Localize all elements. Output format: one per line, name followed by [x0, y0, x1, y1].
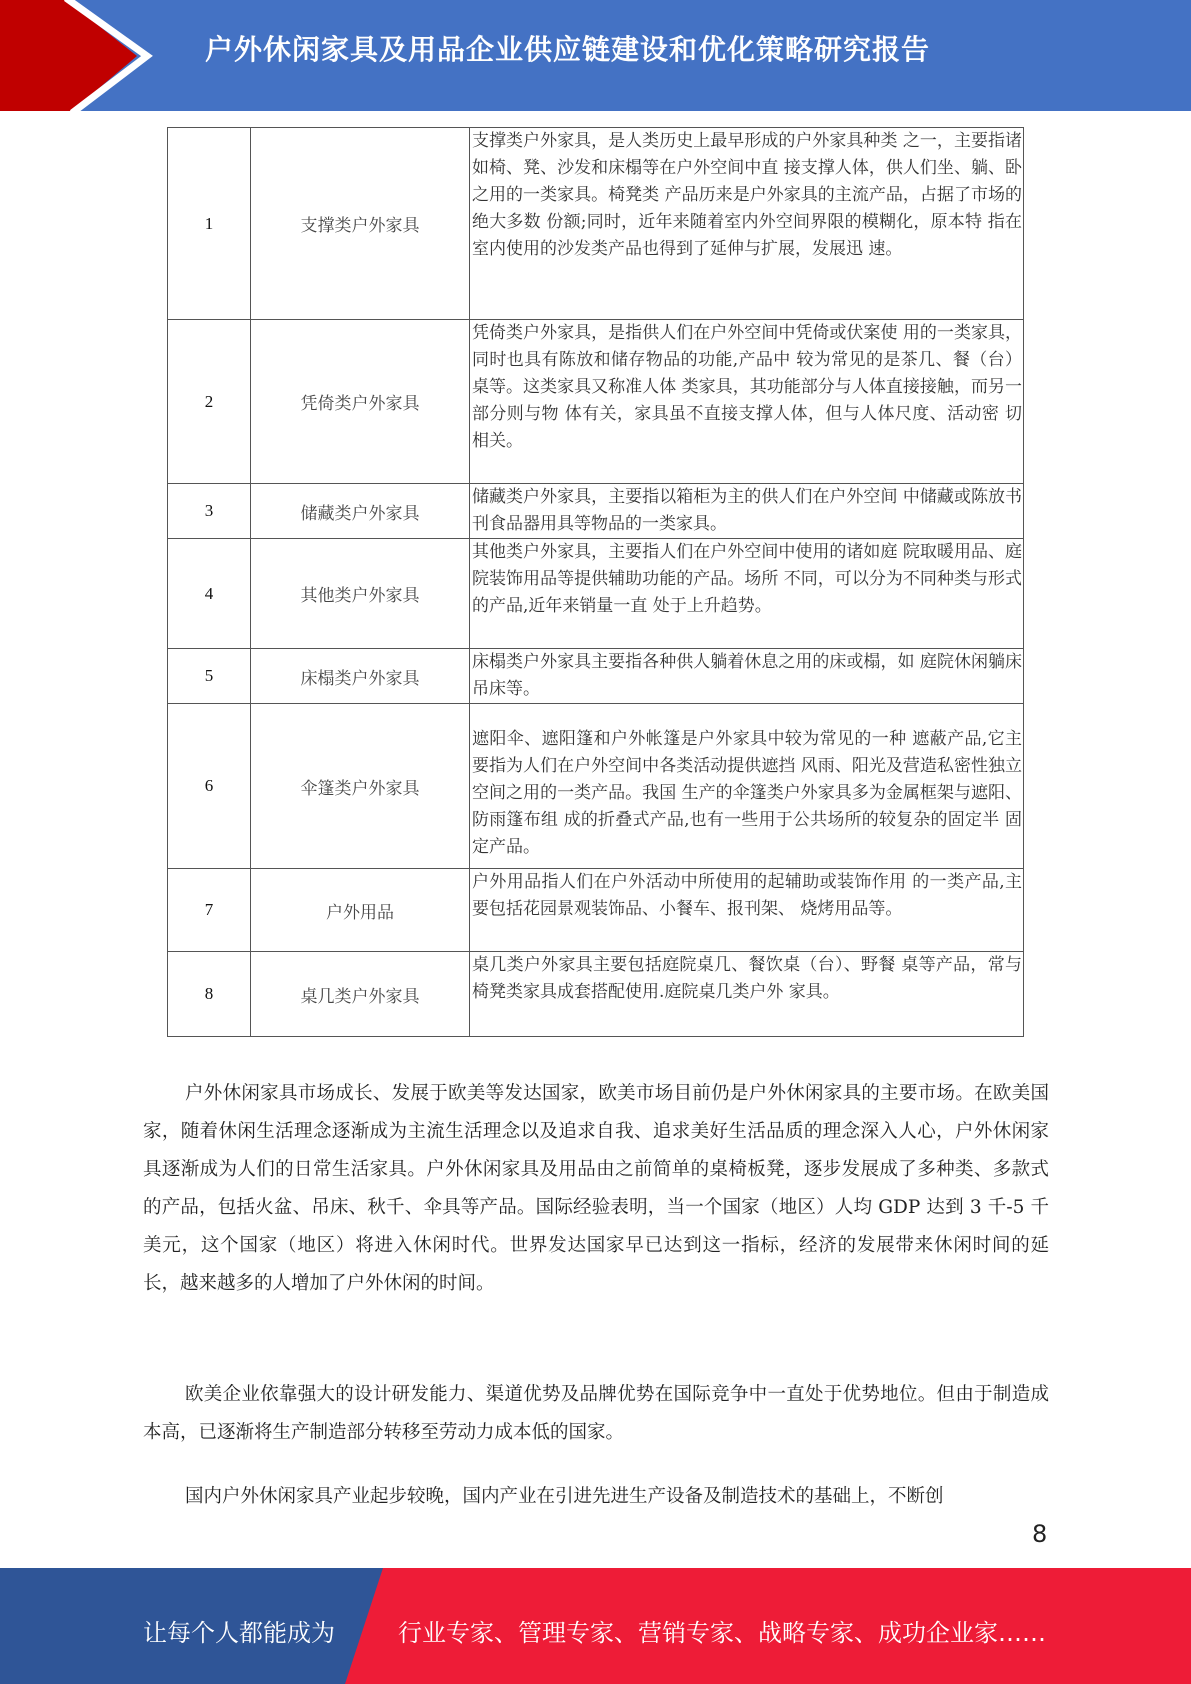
chevron-arrow-icon: [0, 0, 160, 111]
category-name: 伞篷类户外家具: [251, 704, 470, 869]
table-row: [168, 704, 1024, 869]
category-name: 其他类户外家具: [251, 539, 470, 649]
row-number: 6: [168, 704, 251, 869]
row-number: 2: [168, 320, 251, 484]
row-number: 3: [168, 484, 251, 539]
table-row: [168, 128, 1024, 320]
row-number: 1: [168, 128, 251, 320]
category-description: 户外用品指人们在户外活动中所使用的起辅助或装饰作用 的一类产品,主要包括花园景观装饰品、小餐车、报刊架、 烧烤用品等。: [470, 869, 1024, 952]
footer-slogan-left: 让每个人都能成为: [143, 1619, 335, 1647]
category-table: [167, 127, 1024, 1037]
category-description: 储藏类户外家具，主要指以箱柜为主的供人们在户外空间 中储藏或陈放书刊食品器用具等物品的一类家具。: [470, 484, 1024, 539]
footer-banner: [0, 1568, 1191, 1684]
body-paragraph: 欧美企业依靠强大的设计研发能力、渠道优势及品牌优势在国际竞争中一直处于优势地位。但由于制造成本高，已逐渐将生产制造部分转移至劳动力成本低的国家。: [143, 1384, 1049, 1443]
header-banner: [0, 0, 1191, 111]
table-row: [168, 649, 1024, 704]
category-name: 床榻类户外家具: [251, 649, 470, 704]
category-name: 支撑类户外家具: [251, 128, 470, 320]
report-title: 户外休闲家具及用品企业供应链建设和优化策略研究报告: [205, 33, 931, 66]
table-row: [168, 539, 1024, 649]
table-row: [168, 484, 1024, 539]
page-number: 8: [1032, 1520, 1048, 1548]
table-row: [168, 320, 1024, 484]
category-description: 桌几类户外家具主要包括庭院桌几、餐饮桌（台）、野餐 桌等产品，常与椅凳类家具成套搭配使用.庭院桌几类户外 家具。: [470, 952, 1024, 1037]
row-number: 8: [168, 952, 251, 1037]
category-description: 遮阳伞、遮阳篷和户外帐篷是户外家具中较为常见的一种 遮蔽产品,它主要指为人们在户外空间中各类活动提供遮挡 风雨、阳光及营造私密性独立空间之用的一类产品。我国 生产的伞篷类户外家具多为金属框架与遮阳、防雨篷布组 成的折叠式产品,也有一些用于公共场所的较复杂的固定半 固定产品。: [470, 704, 1024, 869]
category-name: 储藏类户外家具: [251, 484, 470, 539]
table-row: [168, 952, 1024, 1037]
category-description: 床榻类户外家具主要指各种供人躺着休息之用的床或榻，如 庭院休闲躺床吊床等。: [470, 649, 1024, 704]
body-paragraph: 户外休闲家具市场成长、发展于欧美等发达国家，欧美市场目前仍是户外休闲家具的主要市场。在欧美国家，随着休闲生活理念逐渐成为主流生活理念以及追求自我、追求美好生活品质的理念深入人心，户外休闲家具逐渐成为人们的日常生活家具。户外休闲家具及用品由之前简单的桌椅板凳，逐步发展成了多种类、多款式的产品，包括火盆、吊床、秋千、伞具等产品。国际经验表明，当一个国家（地区）人均 GDP 达到 3 千-5 千美元，这个国家（地区）将进入休闲时代。世界发达国家早已达到这一指标，经济的发展带来休闲时间的延长，越来越多的人增加了户外休闲的时间。: [143, 1083, 1049, 1294]
category-name: 桌几类户外家具: [251, 952, 470, 1037]
category-description: 支撑类户外家具，是人类历史上最早形成的户外家具种类 之一，主要指诸如椅、凳、沙发和床榻等在户外空间中直 接支撑人体，供人们坐、躺、卧之用的一类家具。椅凳类 产品历来是户外家具的主流产品，占据了市场的绝大多数 份额;同时，近年来随着室内外空间界限的模糊化，原本特 指在室内使用的沙发类产品也得到了延伸与扩展，发展迅 速。: [470, 128, 1024, 320]
category-description: 凭倚类户外家具，是指供人们在户外空间中凭倚或伏案使 用的一类家具，同时也具有陈放和储存物品的功能,产品中 较为常见的是茶几、餐（台）桌等。这类家具又称准人体 类家具，其功能部分与人体直接接触，而另一部分则与物 体有关，家具虽不直接支撑人体，但与人体尺度、活动密 切相关。: [470, 320, 1024, 484]
category-name: 户外用品: [251, 869, 470, 952]
category-description: 其他类户外家具，主要指人们在户外空间中使用的诸如庭 院取暖用品、庭院装饰用品等提供辅助功能的产品。场所 不同，可以分为不同种类与形式的产品,近年来销量一直 处于上升趋势。: [470, 539, 1024, 649]
body-paragraph: 国内户外休闲家具产业起步较晚，国内产业在引进先进生产设备及制造技术的基础上，不断创: [185, 1486, 944, 1507]
row-number: 7: [168, 869, 251, 952]
row-number: 5: [168, 649, 251, 704]
table-row: [168, 869, 1024, 952]
category-name: 凭倚类户外家具: [251, 320, 470, 484]
footer-slogan-right: 行业专家、管理专家、营销专家、战略专家、成功企业家……: [398, 1619, 1046, 1647]
row-number: 4: [168, 539, 251, 649]
